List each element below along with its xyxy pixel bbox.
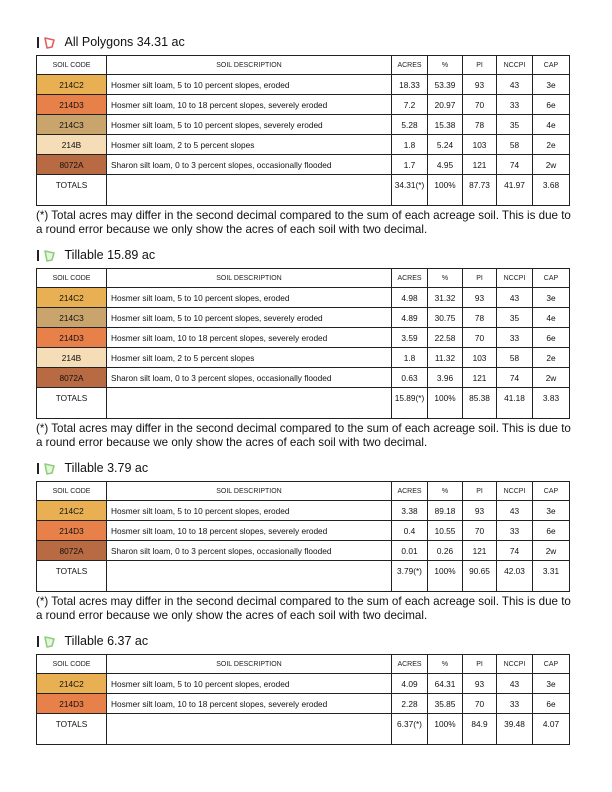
cell-pct: 4.95: [428, 155, 463, 175]
cell-desc: Hosmer silt loam, 10 to 18 percent slopes, severely eroded: [107, 95, 392, 115]
cell-desc: Hosmer silt loam, 5 to 10 percent slopes, eroded: [107, 75, 392, 95]
cell-acres: 0.01: [392, 541, 428, 561]
table-row: [37, 674, 570, 694]
cell-acres: 4.89: [392, 308, 428, 328]
totals-row: [37, 175, 570, 206]
table-row: [37, 95, 570, 115]
cell-nccpi: 74: [497, 541, 533, 561]
column-header: %: [428, 655, 463, 674]
section-title: Tillable 6.37 ac: [64, 634, 149, 648]
cell-code: 214B: [37, 135, 107, 155]
section-title: Tillable 3.79 ac: [64, 461, 149, 475]
cell-acres: 4.09: [392, 674, 428, 694]
rounding-note: (*) Total acres may differ in the second decimal compared to the sum of each acreage soil. This is due to a round error because we only show the acres of each soil with two decimal.: [36, 422, 571, 449]
cell-nccpi: 43: [497, 75, 533, 95]
cell-pct: 5.24: [428, 135, 463, 155]
column-header: %: [428, 56, 463, 75]
table-row: [37, 288, 570, 308]
totals-cap: 4.07: [533, 714, 570, 745]
cell-desc: Sharon silt loam, 0 to 3 percent slopes, occasionally flooded: [107, 541, 392, 561]
table-row: [37, 521, 570, 541]
totals-acres: 34.31(*): [392, 175, 428, 206]
cell-nccpi: 35: [497, 115, 533, 135]
totals-nccpi: 41.18: [497, 388, 533, 419]
cell-pct: 10.55: [428, 521, 463, 541]
cell-cap: 3e: [533, 674, 570, 694]
cell-cap: 3e: [533, 288, 570, 308]
polygon-red-icon: [43, 36, 57, 49]
table-row: [37, 115, 570, 135]
column-header: NCCPI: [497, 482, 533, 501]
cell-nccpi: 74: [497, 368, 533, 388]
column-header: ACRES: [392, 655, 428, 674]
table-row: [37, 308, 570, 328]
table-row: [37, 135, 570, 155]
cell-desc: Hosmer silt loam, 10 to 18 percent slopes, severely eroded: [107, 328, 392, 348]
cell-pct: 89.18: [428, 501, 463, 521]
cell-nccpi: 58: [497, 135, 533, 155]
totals-nccpi: 41.97: [497, 175, 533, 206]
totals-pct: 100%: [428, 561, 463, 592]
table-header-row: [37, 269, 570, 288]
cell-pct: 20.97: [428, 95, 463, 115]
cell-cap: 3e: [533, 501, 570, 521]
column-header: CAP: [533, 655, 570, 674]
cell-cap: 2w: [533, 368, 570, 388]
cell-code: 214C3: [37, 115, 107, 135]
totals-desc: [107, 175, 392, 206]
soil-section: [36, 632, 569, 745]
polygon-green-icon: [43, 462, 57, 475]
cell-pct: 11.32: [428, 348, 463, 368]
cell-code: 214C2: [37, 75, 107, 95]
section-title-row: [36, 33, 569, 51]
column-header: SOIL DESCRIPTION: [107, 482, 392, 501]
table-row: [37, 348, 570, 368]
cell-nccpi: 33: [497, 328, 533, 348]
totals-nccpi: 39.48: [497, 714, 533, 745]
cell-acres: 18.33: [392, 75, 428, 95]
rounding-note: (*) Total acres may differ in the second decimal compared to the sum of each acreage soil. This is due to a round error because we only show the acres of each soil with two decimal.: [36, 209, 571, 236]
cell-acres: 4.98: [392, 288, 428, 308]
cell-code: 214C2: [37, 501, 107, 521]
cell-pi: 78: [463, 115, 497, 135]
column-header: NCCPI: [497, 655, 533, 674]
cell-cap: 2e: [533, 135, 570, 155]
cell-acres: 0.4: [392, 521, 428, 541]
cell-pct: 64.31: [428, 674, 463, 694]
cell-acres: 1.8: [392, 135, 428, 155]
cell-pi: 121: [463, 368, 497, 388]
table-header-row: [37, 655, 570, 674]
column-header: SOIL CODE: [37, 56, 107, 75]
soil-table: [36, 654, 570, 745]
totals-pi: 84.9: [463, 714, 497, 745]
section-title-row: [36, 246, 569, 264]
totals-row: [37, 714, 570, 745]
cell-pct: 0.26: [428, 541, 463, 561]
table-row: [37, 328, 570, 348]
cell-nccpi: 35: [497, 308, 533, 328]
cell-acres: 2.28: [392, 694, 428, 714]
totals-label: TOTALS: [37, 388, 107, 419]
cell-cap: 2e: [533, 348, 570, 368]
cell-nccpi: 33: [497, 694, 533, 714]
cell-acres: 7.2: [392, 95, 428, 115]
cell-pct: 35.85: [428, 694, 463, 714]
cell-cap: 4e: [533, 308, 570, 328]
column-header: PI: [463, 56, 497, 75]
cell-acres: 3.38: [392, 501, 428, 521]
cell-cap: 2w: [533, 541, 570, 561]
column-header: ACRES: [392, 56, 428, 75]
bar-marker: [37, 250, 39, 261]
totals-acres: 6.37(*): [392, 714, 428, 745]
cell-pct: 30.75: [428, 308, 463, 328]
section-title: Tillable 15.89 ac: [64, 248, 156, 262]
cell-code: 214C3: [37, 308, 107, 328]
cell-cap: 6e: [533, 328, 570, 348]
cell-desc: Hosmer silt loam, 5 to 10 percent slopes, eroded: [107, 288, 392, 308]
totals-label: TOTALS: [37, 175, 107, 206]
soil-section: [36, 246, 569, 450]
cell-pct: 3.96: [428, 368, 463, 388]
column-header: NCCPI: [497, 56, 533, 75]
table-row: [37, 368, 570, 388]
cell-pi: 121: [463, 541, 497, 561]
cell-desc: Hosmer silt loam, 10 to 18 percent slopes, severely eroded: [107, 521, 392, 541]
totals-cap: 3.31: [533, 561, 570, 592]
column-header: CAP: [533, 269, 570, 288]
table-header-row: [37, 56, 570, 75]
totals-desc: [107, 388, 392, 419]
cell-cap: 6e: [533, 694, 570, 714]
cell-nccpi: 43: [497, 288, 533, 308]
cell-pct: 53.39: [428, 75, 463, 95]
cell-code: 214C2: [37, 288, 107, 308]
column-header: SOIL CODE: [37, 655, 107, 674]
cell-acres: 1.8: [392, 348, 428, 368]
totals-pi: 87.73: [463, 175, 497, 206]
cell-cap: 6e: [533, 521, 570, 541]
cell-pi: 93: [463, 674, 497, 694]
cell-code: 8072A: [37, 541, 107, 561]
polygon-green-icon: [43, 635, 57, 648]
column-header: PI: [463, 269, 497, 288]
column-header: NCCPI: [497, 269, 533, 288]
cell-code: 8072A: [37, 155, 107, 175]
cell-code: 214D3: [37, 328, 107, 348]
cell-desc: Hosmer silt loam, 5 to 10 percent slopes, eroded: [107, 674, 392, 694]
cell-pi: 93: [463, 501, 497, 521]
cell-desc: Hosmer silt loam, 10 to 18 percent slopes, severely eroded: [107, 694, 392, 714]
cell-pct: 15.38: [428, 115, 463, 135]
totals-nccpi: 42.03: [497, 561, 533, 592]
column-header: SOIL DESCRIPTION: [107, 56, 392, 75]
cell-code: 214B: [37, 348, 107, 368]
column-header: CAP: [533, 56, 570, 75]
column-header: ACRES: [392, 269, 428, 288]
cell-nccpi: 74: [497, 155, 533, 175]
cell-pct: 31.32: [428, 288, 463, 308]
cell-nccpi: 58: [497, 348, 533, 368]
cell-acres: 1.7: [392, 155, 428, 175]
cell-desc: Hosmer silt loam, 5 to 10 percent slopes, severely eroded: [107, 115, 392, 135]
cell-pi: 70: [463, 521, 497, 541]
totals-label: TOTALS: [37, 714, 107, 745]
bar-marker: [37, 636, 39, 647]
polygon-green-icon: [43, 249, 57, 262]
cell-pi: 70: [463, 328, 497, 348]
cell-cap: 4e: [533, 115, 570, 135]
column-header: %: [428, 269, 463, 288]
bar-marker: [37, 37, 39, 48]
cell-pi: 121: [463, 155, 497, 175]
totals-desc: [107, 714, 392, 745]
cell-pi: 103: [463, 348, 497, 368]
section-title: All Polygons 34.31 ac: [64, 35, 185, 49]
rounding-note: (*) Total acres may differ in the second decimal compared to the sum of each acreage soil. This is due to a round error because we only show the acres of each soil with two decimal.: [36, 595, 571, 622]
column-header: SOIL DESCRIPTION: [107, 269, 392, 288]
table-row: [37, 155, 570, 175]
column-header: CAP: [533, 482, 570, 501]
totals-desc: [107, 561, 392, 592]
cell-nccpi: 43: [497, 501, 533, 521]
column-header: SOIL CODE: [37, 482, 107, 501]
cell-code: 214D3: [37, 694, 107, 714]
totals-label: TOTALS: [37, 561, 107, 592]
column-header: SOIL CODE: [37, 269, 107, 288]
table-row: [37, 541, 570, 561]
cell-desc: Sharon silt loam, 0 to 3 percent slopes, occasionally flooded: [107, 155, 392, 175]
column-header: %: [428, 482, 463, 501]
totals-pct: 100%: [428, 388, 463, 419]
cell-pi: 103: [463, 135, 497, 155]
cell-cap: 3e: [533, 75, 570, 95]
table-row: [37, 694, 570, 714]
cell-pi: 78: [463, 308, 497, 328]
cell-cap: 6e: [533, 95, 570, 115]
cell-nccpi: 33: [497, 95, 533, 115]
cell-code: 214D3: [37, 95, 107, 115]
cell-nccpi: 43: [497, 674, 533, 694]
table-row: [37, 75, 570, 95]
soil-table: [36, 268, 570, 419]
table-row: [37, 501, 570, 521]
totals-pi: 85.38: [463, 388, 497, 419]
totals-row: [37, 388, 570, 419]
cell-desc: Sharon silt loam, 0 to 3 percent slopes, occasionally flooded: [107, 368, 392, 388]
section-title-row: [36, 632, 569, 650]
soil-table: [36, 481, 570, 592]
totals-cap: 3.68: [533, 175, 570, 206]
cell-code: 214C2: [37, 674, 107, 694]
cell-desc: Hosmer silt loam, 5 to 10 percent slopes, eroded: [107, 501, 392, 521]
table-header-row: [37, 482, 570, 501]
totals-pct: 100%: [428, 175, 463, 206]
totals-cap: 3.83: [533, 388, 570, 419]
column-header: ACRES: [392, 482, 428, 501]
cell-desc: Hosmer silt loam, 5 to 10 percent slopes, severely eroded: [107, 308, 392, 328]
soil-section: [36, 33, 569, 237]
totals-pct: 100%: [428, 714, 463, 745]
totals-pi: 90.65: [463, 561, 497, 592]
cell-acres: 5.28: [392, 115, 428, 135]
column-header: SOIL DESCRIPTION: [107, 655, 392, 674]
cell-acres: 0.63: [392, 368, 428, 388]
totals-acres: 15.89(*): [392, 388, 428, 419]
cell-nccpi: 33: [497, 521, 533, 541]
cell-desc: Hosmer silt loam, 2 to 5 percent slopes: [107, 348, 392, 368]
cell-code: 8072A: [37, 368, 107, 388]
totals-acres: 3.79(*): [392, 561, 428, 592]
cell-pi: 70: [463, 95, 497, 115]
soil-table: [36, 55, 570, 206]
cell-code: 214D3: [37, 521, 107, 541]
cell-pct: 22.58: [428, 328, 463, 348]
bar-marker: [37, 463, 39, 474]
cell-desc: Hosmer silt loam, 2 to 5 percent slopes: [107, 135, 392, 155]
section-title-row: [36, 459, 569, 477]
column-header: PI: [463, 482, 497, 501]
cell-cap: 2w: [533, 155, 570, 175]
cell-acres: 3.59: [392, 328, 428, 348]
cell-pi: 70: [463, 694, 497, 714]
column-header: PI: [463, 655, 497, 674]
cell-pi: 93: [463, 75, 497, 95]
cell-pi: 93: [463, 288, 497, 308]
totals-row: [37, 561, 570, 592]
soil-section: [36, 459, 569, 623]
